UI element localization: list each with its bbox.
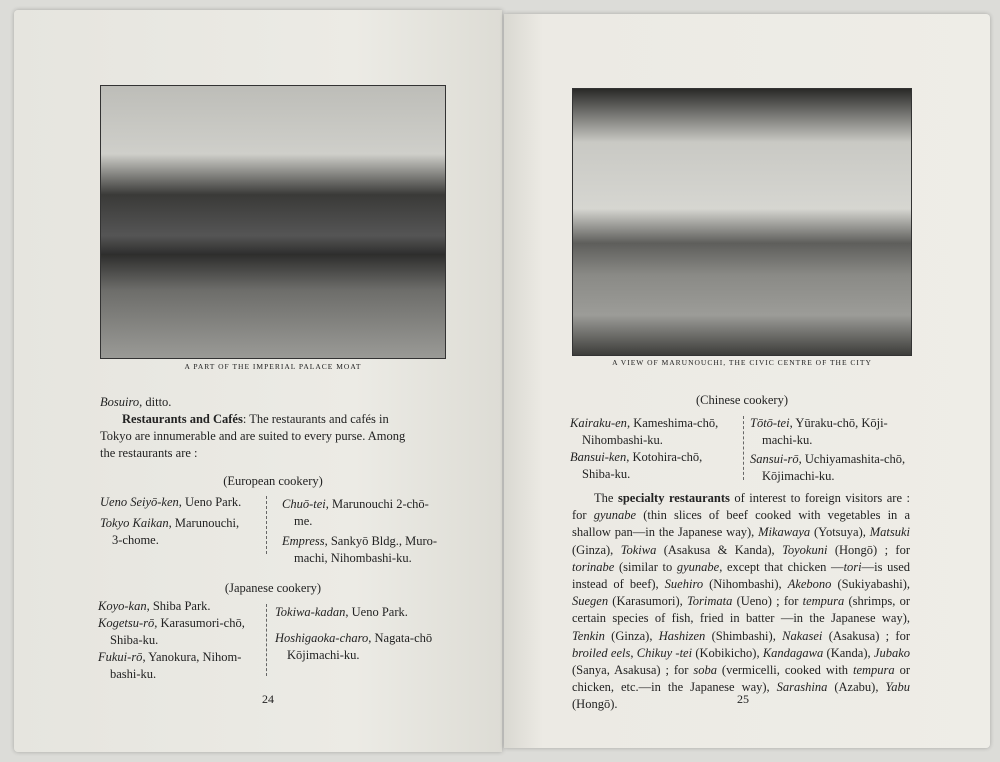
japanese-heading: (Japanese cookery) <box>224 581 322 595</box>
restaurant-entry <box>100 494 260 511</box>
italic-term: Suehiro <box>664 577 704 592</box>
text: (Karasumori), <box>608 594 687 609</box>
text: (Shimbashi), <box>705 628 783 643</box>
text: (vermicelli, cooked with <box>717 663 853 678</box>
italic-term: tori <box>843 559 862 574</box>
restaurant-address-cont: machi-ku. <box>762 433 813 447</box>
restaurant-address: , Sankyō Bldg., Muro- <box>324 534 438 548</box>
text: (Ginza), <box>604 628 659 643</box>
italic-term: tempura <box>802 594 845 609</box>
intro-line-1 <box>122 411 389 428</box>
restaurant-name: Chuō-tei <box>282 497 326 511</box>
restaurant-name: Hoshigaoka-charo <box>275 631 369 645</box>
italic-term: Torimata <box>686 594 733 609</box>
japanese-left-column <box>98 598 260 683</box>
restaurant-address: , Karasumori-chō, <box>154 616 245 630</box>
italic-term: Toyokuni <box>782 542 828 557</box>
text: , ditto. <box>139 395 172 409</box>
italic-term: Tokiwa <box>620 542 657 557</box>
restaurant-entry <box>275 604 447 621</box>
restaurant-name: Fukui-rō <box>98 650 143 664</box>
italic-term: broiled eels <box>572 645 631 660</box>
restaurant-address-cont: 3-chome. <box>112 533 159 547</box>
photo-caption-left: A PART OF THE IMPERIAL PALACE MOAT <box>184 362 362 371</box>
italic-term: Chikuy -tei <box>636 645 693 660</box>
italic-term: Hashizen <box>658 628 706 643</box>
restaurant-entry <box>570 449 736 483</box>
restaurant-address: , Nagata-chō <box>368 631 433 645</box>
text: (Ueno) ; for <box>732 594 803 609</box>
italic-term: Matsuki <box>869 525 910 540</box>
marunouchi-photo <box>572 88 912 356</box>
restaurant-entry <box>750 415 912 449</box>
restaurant-entry <box>98 598 260 615</box>
text: (Nihombashi), <box>703 577 788 592</box>
column-divider <box>266 604 267 676</box>
imperial-palace-moat-photo <box>100 85 446 359</box>
restaurant-address: , Kameshima-chō, <box>626 416 719 430</box>
restaurant-address: , Uchiyamashita-chō, <box>798 452 906 466</box>
text: (Ginza), <box>572 542 621 557</box>
text: (Hongō). <box>572 697 618 712</box>
restaurant-name: Tokiwa-kadan <box>275 605 346 619</box>
restaurant-entry <box>275 630 447 664</box>
restaurant-name: Bosuiro <box>100 395 140 409</box>
restaurant-name: Ueno Seiyō-ken <box>100 495 179 509</box>
restaurant-name: Kairaku-en <box>570 416 627 430</box>
italic-term: Suegen <box>572 594 609 609</box>
photo-caption-right: A VIEW OF MARUNOUCHI, THE CIVIC CENTRE OF THE CITY <box>612 358 872 367</box>
restaurant-name: Tokyo Kaikan <box>100 516 169 530</box>
text: (Yotsuya), <box>810 525 870 540</box>
restaurant-address: , Marunouchi 2-chō- <box>325 497 429 511</box>
chinese-right-column <box>750 415 912 487</box>
restaurant-entry <box>750 451 912 485</box>
restaurant-address: , Marunouchi, <box>168 516 240 530</box>
text: —is used instead of beef), <box>572 559 910 592</box>
section-heading: Restaurants and Cafés <box>122 412 243 426</box>
intro-line-2: Tokyo are innumerable and are suited to every purse. Among <box>100 429 406 443</box>
restaurant-address-cont: Kōjimachi-ku. <box>287 648 360 662</box>
bosuiro-line <box>100 394 171 411</box>
italic-term: Yabu <box>885 680 910 695</box>
restaurant-entry <box>98 615 260 649</box>
text: : The restaurants and cafés in <box>242 412 389 426</box>
japanese-right-column <box>275 604 447 673</box>
italic-term: Mikawaya <box>758 525 811 540</box>
text: , <box>630 645 637 660</box>
italic-term: Sarashina <box>776 680 828 695</box>
restaurant-address-cont: Shiba-ku. <box>582 467 631 481</box>
bold-term: specialty restaurants <box>617 491 730 505</box>
restaurant-address: , Shiba Park. <box>146 599 211 613</box>
italic-term: torinabe <box>572 559 615 574</box>
chinese-heading: (Chinese cookery) <box>696 393 788 407</box>
restaurant-entry <box>282 496 447 530</box>
page-number-right: 25 <box>737 692 749 706</box>
italic-term: Nakasei <box>782 628 823 643</box>
text: , except that chicken — <box>719 559 844 574</box>
italic-term: soba <box>693 663 718 678</box>
text: (shrimps, or certain species of fish, fried in batter —in the Japanese way), <box>572 594 910 626</box>
italic-term: Tenkin <box>572 628 605 643</box>
restaurant-name: Tōtō-tei <box>750 416 790 430</box>
text: (Kanda), <box>823 645 874 660</box>
restaurant-address-cont: bashi-ku. <box>110 667 157 681</box>
italic-term: Jubako <box>873 645 910 660</box>
column-divider <box>743 416 744 480</box>
restaurant-entry <box>98 649 260 683</box>
european-right-column <box>282 496 447 570</box>
restaurant-name: Koyo-kan <box>98 599 147 613</box>
intro-line-3: the restaurants are : <box>100 446 198 460</box>
restaurant-name: Bansui-ken <box>570 450 627 464</box>
restaurant-address-cont: me. <box>294 514 313 528</box>
column-divider <box>266 496 267 554</box>
restaurant-name: Kogetsu-rō <box>98 616 155 630</box>
restaurant-address: , Yanokura, Nihom- <box>142 650 242 664</box>
italic-term: gyunabe <box>593 508 637 523</box>
text: (Asakusa & Kanda), <box>656 542 783 557</box>
restaurant-name: Empress <box>282 534 325 548</box>
italic-term: gyunabe <box>676 559 720 574</box>
restaurant-address: , Ueno Park. <box>178 495 242 509</box>
italic-term: Kandagawa <box>762 645 824 660</box>
text: (Sukiyabashi), <box>831 577 910 592</box>
restaurant-address: , Kotohira-chō, <box>626 450 703 464</box>
restaurant-address-cont: Kōjimachi-ku. <box>762 469 835 483</box>
text: (Kobikicho), <box>692 645 763 660</box>
restaurant-entry <box>100 515 260 549</box>
text: (thin slices of beef cooked with vegetables in a shallow pan—in the Japanese way), <box>572 508 910 540</box>
text: or chicken, etc.—in the Japanese way), <box>572 663 910 695</box>
restaurant-entry <box>282 533 447 567</box>
restaurant-entry <box>570 415 736 449</box>
italic-term: tempura <box>852 663 895 678</box>
restaurant-address-cont: Nihombashi-ku. <box>582 433 663 447</box>
restaurant-address-cont: machi, Nihombashi-ku. <box>294 551 412 565</box>
text: (Asakusa) ; for <box>822 628 911 643</box>
restaurant-address-cont: Shiba-ku. <box>110 633 159 647</box>
text: (Sanya, Asakusa) ; for <box>572 663 694 678</box>
text: (similar to <box>614 559 677 574</box>
text: The <box>594 491 618 505</box>
text: (Azabu), <box>827 680 886 695</box>
page-number-left: 24 <box>262 692 274 706</box>
italic-term: Akebono <box>787 577 832 592</box>
restaurant-address: , Ueno Park. <box>345 605 408 619</box>
specialty-restaurants-paragraph <box>572 490 910 714</box>
european-left-column <box>100 494 260 553</box>
chinese-left-column <box>570 415 736 483</box>
restaurant-name: Sansui-rō <box>750 452 799 466</box>
restaurant-address: , Yūraku-chō, Kōji- <box>789 416 888 430</box>
text: of interest to foreign visitors are : for <box>572 491 910 523</box>
european-heading: (European cookery) <box>223 474 323 488</box>
text: (Hongō) ; for <box>827 542 910 557</box>
